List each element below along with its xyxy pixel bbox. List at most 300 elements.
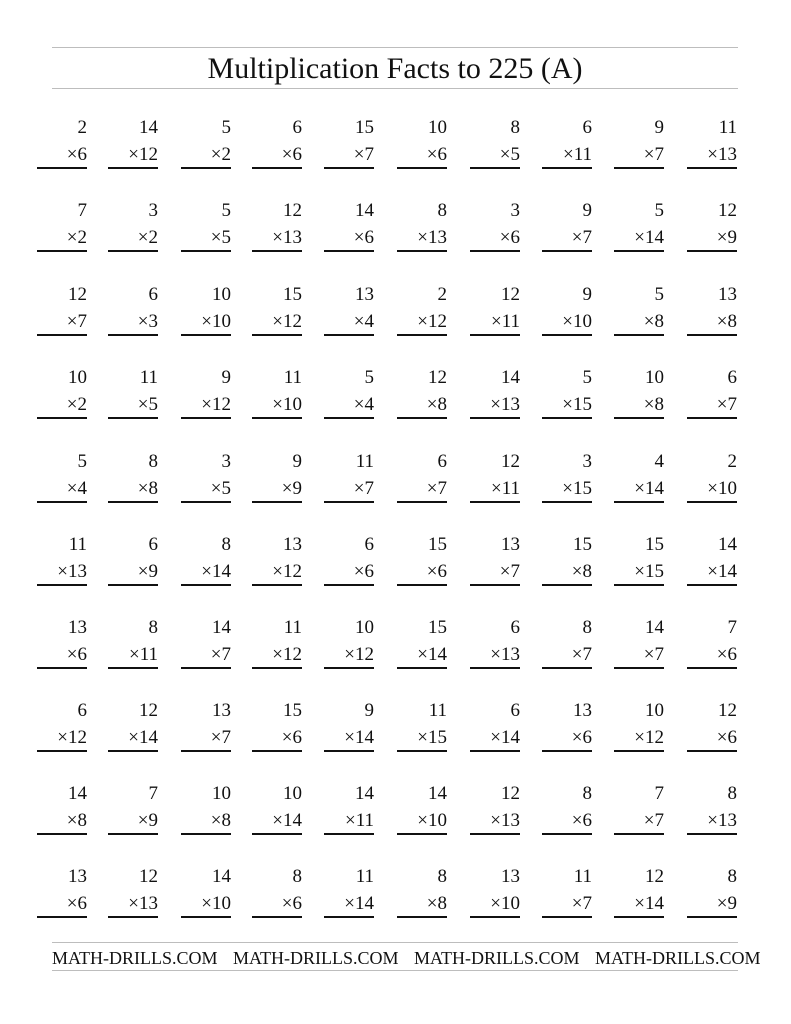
multiplication-problem	[534, 617, 592, 669]
problem-multiplier: ×5	[210, 227, 231, 248]
multiplication-problem	[389, 284, 447, 336]
multiplication-problem	[244, 866, 302, 918]
problem-multiplicand: 8	[437, 200, 447, 221]
answer-line	[324, 417, 374, 419]
problem-multiplicand: 13	[68, 617, 87, 638]
problem-multiplier: ×7	[716, 394, 737, 415]
multiplication-problem	[606, 200, 664, 252]
problem-multiplier: ×13	[490, 810, 520, 831]
problem-multiplicand: 13	[283, 534, 302, 555]
answer-line	[614, 833, 664, 835]
problem-multiplier: ×7	[643, 810, 664, 831]
answer-line	[470, 250, 520, 252]
answer-line	[108, 334, 158, 336]
answer-line	[687, 334, 737, 336]
multiplication-problem	[173, 117, 231, 169]
answer-line	[614, 501, 664, 503]
multiplication-problem	[244, 200, 302, 252]
multiplication-problem	[316, 866, 374, 918]
multiplication-problem	[462, 534, 520, 586]
problem-multiplicand: 3	[582, 451, 592, 472]
multiplication-problem	[462, 783, 520, 835]
multiplication-problem	[173, 783, 231, 835]
problem-multiplicand: 6	[148, 534, 158, 555]
answer-line	[108, 916, 158, 918]
answer-line	[542, 916, 592, 918]
answer-line	[181, 501, 231, 503]
answer-line	[108, 584, 158, 586]
problem-multiplicand: 14	[355, 783, 374, 804]
answer-line	[470, 750, 520, 752]
problem-multiplicand: 10	[68, 367, 87, 388]
multiplication-problem	[316, 617, 374, 669]
answer-line	[108, 833, 158, 835]
problem-multiplier: ×5	[137, 394, 158, 415]
multiplication-problem	[679, 783, 737, 835]
answer-line	[470, 916, 520, 918]
multiplication-problem	[679, 534, 737, 586]
problem-multiplicand: 8	[292, 866, 302, 887]
multiplication-problem	[316, 200, 374, 252]
problem-multiplicand: 7	[77, 200, 87, 221]
multiplication-problem	[534, 783, 592, 835]
problem-multiplicand: 5	[221, 200, 231, 221]
answer-line	[181, 167, 231, 169]
problem-multiplier: ×3	[137, 311, 158, 332]
problem-multiplier: ×8	[137, 478, 158, 499]
problem-multiplicand: 3	[510, 200, 520, 221]
multiplication-problem	[173, 284, 231, 336]
answer-line	[252, 167, 302, 169]
problem-multiplicand: 13	[68, 866, 87, 887]
problem-multiplier: ×11	[562, 144, 592, 165]
problem-multiplicand: 13	[573, 700, 592, 721]
multiplication-problem	[462, 451, 520, 503]
problem-multiplicand: 2	[77, 117, 87, 138]
answer-line	[324, 250, 374, 252]
multiplication-problem	[316, 783, 374, 835]
problem-multiplier: ×14	[707, 561, 737, 582]
multiplication-problem	[679, 866, 737, 918]
multiplication-problem	[534, 117, 592, 169]
problem-multiplier: ×7	[210, 644, 231, 665]
answer-line	[324, 750, 374, 752]
problem-multiplier: ×13	[490, 394, 520, 415]
answer-line	[687, 250, 737, 252]
answer-line	[37, 667, 87, 669]
problem-multiplier: ×13	[128, 893, 158, 914]
problem-multiplier: ×8	[210, 810, 231, 831]
multiplication-problem	[389, 783, 447, 835]
problem-multiplicand: 15	[355, 117, 374, 138]
problem-multiplier: ×6	[66, 144, 87, 165]
multiplication-problem	[389, 866, 447, 918]
answer-line	[181, 417, 231, 419]
problem-multiplicand: 9	[582, 284, 592, 305]
problem-multiplier: ×6	[716, 644, 737, 665]
problem-multiplicand: 12	[139, 866, 158, 887]
answer-line	[687, 584, 737, 586]
multiplication-problem	[316, 117, 374, 169]
footer-text: MATH-DRILLS.COM	[233, 948, 399, 968]
problem-multiplicand: 15	[283, 700, 302, 721]
problem-multiplicand: 10	[428, 117, 447, 138]
problem-multiplier: ×10	[490, 893, 520, 914]
problem-multiplier: ×6	[281, 893, 302, 914]
answer-line	[252, 833, 302, 835]
answer-line	[542, 750, 592, 752]
footer-text: MATH-DRILLS.COM	[595, 948, 761, 968]
multiplication-problem	[29, 200, 87, 252]
problem-multiplier: ×12	[417, 311, 447, 332]
multiplication-problem	[679, 367, 737, 419]
problem-multiplier: ×10	[201, 311, 231, 332]
multiplication-problem	[679, 451, 737, 503]
answer-line	[542, 584, 592, 586]
problem-multiplier: ×10	[417, 810, 447, 831]
problem-multiplicand: 15	[428, 617, 447, 638]
answer-line	[397, 250, 447, 252]
problem-multiplicand: 8	[510, 117, 520, 138]
problem-multiplier: ×15	[634, 561, 664, 582]
answer-line	[108, 667, 158, 669]
multiplication-problem	[100, 700, 158, 752]
problem-multiplicand: 8	[582, 617, 592, 638]
problem-multiplicand: 12	[718, 700, 737, 721]
multiplication-problem	[679, 284, 737, 336]
problem-multiplier: ×15	[562, 478, 592, 499]
problem-multiplicand: 5	[77, 451, 87, 472]
problem-multiplier: ×11	[490, 311, 520, 332]
problem-multiplier: ×12	[272, 561, 302, 582]
answer-line	[252, 417, 302, 419]
answer-line	[470, 167, 520, 169]
multiplication-problem	[244, 783, 302, 835]
problem-multiplier: ×14	[634, 478, 664, 499]
answer-line	[687, 417, 737, 419]
problem-multiplier: ×7	[571, 227, 592, 248]
problem-multiplicand: 9	[292, 451, 302, 472]
answer-line	[614, 667, 664, 669]
answer-line	[252, 750, 302, 752]
problem-multiplicand: 8	[582, 783, 592, 804]
problem-multiplicand: 3	[148, 200, 158, 221]
problem-multiplier: ×14	[344, 893, 374, 914]
multiplication-problem	[606, 617, 664, 669]
multiplication-problem	[316, 700, 374, 752]
problem-multiplicand: 11	[283, 617, 302, 638]
answer-line	[324, 584, 374, 586]
multiplication-problem	[29, 367, 87, 419]
problem-multiplicand: 11	[283, 367, 302, 388]
multiplication-problem	[462, 700, 520, 752]
problem-multiplicand: 6	[77, 700, 87, 721]
problem-multiplicand: 5	[582, 367, 592, 388]
answer-line	[324, 501, 374, 503]
problem-multiplier: ×9	[716, 893, 737, 914]
problem-multiplier: ×6	[499, 227, 520, 248]
multiplication-problem	[100, 284, 158, 336]
answer-line	[397, 667, 447, 669]
multiplication-problem	[462, 284, 520, 336]
problem-multiplicand: 11	[68, 534, 87, 555]
multiplication-problem	[389, 700, 447, 752]
problem-multiplicand: 6	[582, 117, 592, 138]
problem-multiplicand: 15	[573, 534, 592, 555]
multiplication-problem	[173, 200, 231, 252]
footer-rule-top	[52, 942, 738, 943]
problem-multiplier: ×6	[353, 227, 374, 248]
problem-multiplicand: 8	[727, 866, 737, 887]
answer-line	[108, 750, 158, 752]
problem-multiplier: ×7	[499, 561, 520, 582]
multiplication-problem	[389, 451, 447, 503]
multiplication-problem	[606, 700, 664, 752]
problem-multiplier: ×13	[272, 227, 302, 248]
problem-multiplier: ×6	[716, 727, 737, 748]
answer-line	[324, 667, 374, 669]
multiplication-problem	[606, 117, 664, 169]
answer-line	[108, 417, 158, 419]
problem-multiplier: ×6	[281, 144, 302, 165]
multiplication-problem	[389, 367, 447, 419]
answer-line	[37, 833, 87, 835]
problem-multiplier: ×13	[417, 227, 447, 248]
multiplication-problem	[173, 700, 231, 752]
problem-multiplicand: 11	[428, 700, 447, 721]
problem-multiplier: ×4	[353, 394, 374, 415]
answer-line	[324, 334, 374, 336]
answer-line	[397, 501, 447, 503]
problem-multiplicand: 10	[355, 617, 374, 638]
multiplication-problem	[29, 783, 87, 835]
multiplication-problem	[534, 367, 592, 419]
multiplication-problem	[100, 367, 158, 419]
answer-line	[181, 833, 231, 835]
problem-multiplier: ×6	[571, 727, 592, 748]
multiplication-problem	[389, 617, 447, 669]
problem-multiplicand: 11	[355, 451, 374, 472]
problem-multiplicand: 2	[727, 451, 737, 472]
answer-line	[397, 584, 447, 586]
problem-multiplier: ×8	[571, 561, 592, 582]
problem-multiplicand: 12	[501, 451, 520, 472]
multiplication-problem	[462, 117, 520, 169]
multiplication-problem	[316, 534, 374, 586]
problem-multiplicand: 12	[68, 284, 87, 305]
problem-multiplicand: 15	[428, 534, 447, 555]
multiplication-problem	[606, 866, 664, 918]
problem-multiplier: ×10	[272, 394, 302, 415]
problem-multiplier: ×14	[201, 561, 231, 582]
problem-multiplicand: 13	[355, 284, 374, 305]
answer-line	[324, 916, 374, 918]
answer-line	[687, 667, 737, 669]
multiplication-problem	[244, 617, 302, 669]
multiplication-problem	[534, 700, 592, 752]
problem-multiplier: ×9	[137, 810, 158, 831]
footer-text: MATH-DRILLS.COM	[52, 948, 218, 968]
multiplication-problem	[173, 534, 231, 586]
problem-multiplicand: 10	[283, 783, 302, 804]
answer-line	[397, 833, 447, 835]
problem-multiplier: ×14	[128, 727, 158, 748]
problem-multiplier: ×6	[353, 561, 374, 582]
multiplication-problem	[100, 783, 158, 835]
problem-multiplier: ×4	[353, 311, 374, 332]
answer-line	[687, 750, 737, 752]
multiplication-problem	[173, 451, 231, 503]
problem-multiplicand: 15	[645, 534, 664, 555]
problem-multiplier: ×13	[490, 644, 520, 665]
problem-multiplier: ×14	[490, 727, 520, 748]
multiplication-problem	[29, 284, 87, 336]
answer-line	[37, 250, 87, 252]
problem-multiplier: ×8	[426, 394, 447, 415]
problem-multiplier: ×14	[634, 893, 664, 914]
multiplication-problem	[389, 117, 447, 169]
problem-multiplicand: 5	[221, 117, 231, 138]
multiplication-problem	[29, 534, 87, 586]
problem-multiplicand: 2	[437, 284, 447, 305]
problem-multiplicand: 14	[645, 617, 664, 638]
answer-line	[252, 584, 302, 586]
answer-line	[252, 250, 302, 252]
problem-multiplicand: 12	[645, 866, 664, 887]
multiplication-problem	[244, 534, 302, 586]
answer-line	[542, 167, 592, 169]
multiplication-problem	[534, 451, 592, 503]
problem-multiplicand: 6	[437, 451, 447, 472]
problem-multiplicand: 12	[501, 284, 520, 305]
answer-line	[470, 833, 520, 835]
problem-multiplier: ×14	[272, 810, 302, 831]
multiplication-problem	[100, 451, 158, 503]
problem-multiplier: ×7	[571, 644, 592, 665]
problem-multiplier: ×2	[137, 227, 158, 248]
problem-multiplicand: 9	[221, 367, 231, 388]
problem-multiplier: ×15	[417, 727, 447, 748]
problem-multiplicand: 8	[148, 451, 158, 472]
problem-multiplier: ×10	[562, 311, 592, 332]
multiplication-problem	[244, 367, 302, 419]
problem-multiplicand: 8	[221, 534, 231, 555]
problem-multiplicand: 10	[212, 284, 231, 305]
answer-line	[614, 167, 664, 169]
answer-line	[470, 501, 520, 503]
problem-multiplier: ×6	[426, 144, 447, 165]
answer-line	[37, 584, 87, 586]
multiplication-problem	[100, 866, 158, 918]
answer-line	[37, 167, 87, 169]
problem-multiplicand: 13	[501, 866, 520, 887]
answer-line	[181, 667, 231, 669]
problem-multiplier: ×12	[57, 727, 87, 748]
answer-line	[687, 167, 737, 169]
answer-line	[37, 334, 87, 336]
problem-multiplicand: 14	[355, 200, 374, 221]
footer-text: MATH-DRILLS.COM	[414, 948, 580, 968]
multiplication-problem	[389, 200, 447, 252]
problem-multiplicand: 11	[139, 367, 158, 388]
problem-multiplicand: 10	[212, 783, 231, 804]
problem-multiplicand: 10	[645, 700, 664, 721]
problem-multiplicand: 14	[718, 534, 737, 555]
problem-multiplicand: 7	[654, 783, 664, 804]
answer-line	[181, 916, 231, 918]
multiplication-problem	[462, 367, 520, 419]
problem-multiplicand: 7	[148, 783, 158, 804]
multiplication-problem	[100, 617, 158, 669]
problem-multiplicand: 11	[573, 866, 592, 887]
problem-multiplicand: 8	[437, 866, 447, 887]
problem-multiplicand: 12	[283, 200, 302, 221]
answer-line	[470, 417, 520, 419]
problem-multiplicand: 5	[364, 367, 374, 388]
multiplication-problem	[100, 200, 158, 252]
answer-line	[397, 417, 447, 419]
problem-multiplier: ×6	[66, 893, 87, 914]
answer-line	[324, 167, 374, 169]
answer-line	[324, 833, 374, 835]
problem-multiplicand: 13	[501, 534, 520, 555]
problem-multiplicand: 9	[582, 200, 592, 221]
problem-multiplier: ×7	[353, 478, 374, 499]
problem-multiplier: ×8	[426, 893, 447, 914]
problem-multiplicand: 6	[292, 117, 302, 138]
answer-line	[397, 916, 447, 918]
problem-multiplicand: 5	[654, 284, 664, 305]
answer-line	[614, 916, 664, 918]
multiplication-problem	[29, 700, 87, 752]
problem-multiplier: ×9	[716, 227, 737, 248]
problem-multiplier: ×7	[571, 893, 592, 914]
problem-multiplier: ×5	[210, 478, 231, 499]
problem-multiplicand: 14	[428, 783, 447, 804]
answer-line	[687, 501, 737, 503]
problem-multiplicand: 6	[727, 367, 737, 388]
problem-multiplier: ×7	[210, 727, 231, 748]
answer-line	[397, 167, 447, 169]
problem-multiplier: ×13	[57, 561, 87, 582]
problem-multiplicand: 9	[654, 117, 664, 138]
answer-line	[614, 584, 664, 586]
answer-line	[181, 334, 231, 336]
problem-multiplier: ×8	[643, 311, 664, 332]
multiplication-problem	[244, 451, 302, 503]
multiplication-problem	[534, 284, 592, 336]
multiplication-problem	[389, 534, 447, 586]
problem-multiplicand: 14	[68, 783, 87, 804]
problem-multiplier: ×12	[201, 394, 231, 415]
multiplication-problem	[100, 117, 158, 169]
problem-multiplier: ×11	[128, 644, 158, 665]
multiplication-problem	[173, 367, 231, 419]
problem-multiplier: ×2	[66, 227, 87, 248]
answer-line	[542, 417, 592, 419]
problem-multiplier: ×14	[634, 227, 664, 248]
answer-line	[614, 417, 664, 419]
answer-line	[37, 501, 87, 503]
answer-line	[108, 250, 158, 252]
multiplication-problem	[100, 534, 158, 586]
problem-multiplier: ×2	[66, 394, 87, 415]
problem-multiplier: ×12	[272, 311, 302, 332]
problem-multiplier: ×9	[137, 561, 158, 582]
problem-multiplier: ×10	[707, 478, 737, 499]
answer-line	[542, 667, 592, 669]
problem-multiplicand: 6	[148, 284, 158, 305]
